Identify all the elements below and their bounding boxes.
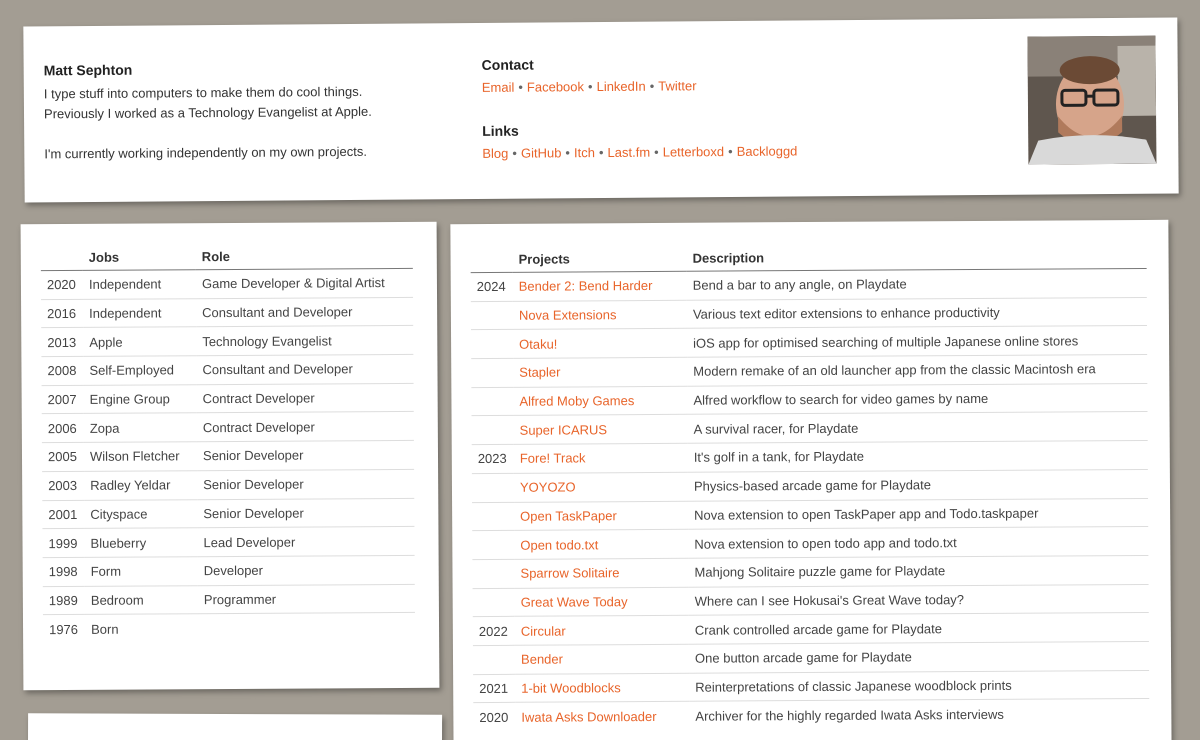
job-year: 2020 xyxy=(41,270,83,299)
job-role: Senior Developer xyxy=(197,498,414,528)
table-row xyxy=(43,613,415,644)
project-name-cell xyxy=(513,386,687,416)
job-company: Zopa xyxy=(84,413,197,442)
job-company: Radley Yeldar xyxy=(84,471,197,500)
project-link[interactable]: Alfred Moby Games xyxy=(519,393,635,409)
table-row xyxy=(472,498,1148,531)
table-row xyxy=(42,383,414,414)
project-link[interactable]: YOYOZO xyxy=(519,479,576,495)
table-row xyxy=(472,469,1148,502)
project-year xyxy=(472,473,514,502)
project-description: Where can I see Hokusai's Great Wave today? xyxy=(689,584,1149,615)
project-year xyxy=(473,645,515,674)
profile-name: Matt Sephton xyxy=(43,61,133,79)
backloggd-link[interactable]: Backloggd xyxy=(736,143,798,159)
job-year: 2006 xyxy=(42,414,84,443)
job-company: Apple xyxy=(83,327,196,356)
job-company: Form xyxy=(85,557,198,586)
job-role: Game Developer & Digital Artist xyxy=(196,268,413,298)
job-company: Engine Group xyxy=(84,384,197,413)
project-name-cell xyxy=(515,615,689,645)
links-heading: Links xyxy=(482,122,519,139)
project-description: Mahjong Solitaire puzzle game for Playdate xyxy=(688,555,1148,586)
table-row xyxy=(43,584,415,615)
table-row xyxy=(471,326,1147,359)
table-row xyxy=(41,268,413,299)
jobs-header-job: Jobs xyxy=(83,249,196,270)
project-year xyxy=(472,531,514,560)
jobs-table xyxy=(41,248,415,644)
job-role: Developer xyxy=(198,555,415,585)
job-company: Blueberry xyxy=(84,528,197,557)
projects-card xyxy=(450,220,1171,740)
job-company: Bedroom xyxy=(85,585,198,614)
project-name-cell xyxy=(514,529,688,559)
project-description: Archiver for the highly regarded Iwata Asks interviews xyxy=(695,706,1004,724)
project-description: Reinterpretations of classic Japanese woodblock prints xyxy=(689,670,1149,701)
job-role: Contract Developer xyxy=(197,383,414,413)
project-link[interactable]: Otaku! xyxy=(519,336,558,352)
table-row xyxy=(473,641,1149,674)
itch-link[interactable]: Itch xyxy=(573,145,595,161)
project-description: Nova extension to open TaskPaper app and Todo.taskpaper xyxy=(688,498,1148,529)
job-year: 2001 xyxy=(42,500,84,529)
project-year xyxy=(472,416,514,445)
linkedin-link[interactable]: LinkedIn xyxy=(596,78,646,95)
blog-link[interactable]: Blog xyxy=(482,145,509,161)
project-description: Crank controlled arcade game for Playdate xyxy=(689,613,1149,644)
project-link[interactable]: Fore! Track xyxy=(519,450,586,467)
project-link[interactable]: Super ICARUS xyxy=(519,422,608,438)
project-link[interactable]: Open todo.txt xyxy=(520,536,599,553)
contact-heading: Contact xyxy=(481,56,534,73)
project-description: Modern remake of an old launcher app from the classic Macintosh era xyxy=(687,355,1147,386)
project-link[interactable]: Great Wave Today xyxy=(520,594,628,610)
jobs-header-role: Role xyxy=(196,248,413,270)
project-name-cell xyxy=(514,415,688,445)
projects-table xyxy=(471,248,1150,732)
project-year xyxy=(473,588,515,617)
project-name-cell xyxy=(514,558,688,588)
projects-header-project: Projects xyxy=(513,251,687,273)
table-row xyxy=(42,527,414,558)
job-role: Consultant and Developer xyxy=(196,297,413,327)
project-description: Various text editor extensions to enhance productivity xyxy=(687,297,1147,328)
job-role: Senior Developer xyxy=(197,469,414,499)
jobs-header-year xyxy=(41,250,83,271)
job-year: 2013 xyxy=(41,328,83,357)
project-name-cell xyxy=(515,702,689,732)
table-row xyxy=(42,469,414,500)
profile-card xyxy=(23,17,1178,202)
avatar xyxy=(1027,36,1156,165)
project-name-cell xyxy=(515,673,689,703)
job-year: 1999 xyxy=(42,529,84,558)
job-year: 2003 xyxy=(42,471,84,500)
project-year xyxy=(471,330,513,359)
table-row xyxy=(43,555,415,586)
table-row xyxy=(473,584,1149,617)
bio-line: I'm currently working independently on my own projects. xyxy=(44,143,367,162)
letterboxd-link[interactable]: Letterboxd xyxy=(662,144,725,160)
project-description: Alfred workflow to search for video games by name xyxy=(687,383,1147,414)
table-row xyxy=(471,297,1147,330)
table-row xyxy=(473,670,1149,703)
table-row xyxy=(42,498,414,529)
project-link[interactable]: Bender xyxy=(520,651,563,668)
project-link[interactable]: 1-bit Woodblocks xyxy=(521,680,621,696)
table-row xyxy=(473,613,1149,646)
contact-links: Email • Facebook • LinkedIn • Twitter xyxy=(481,78,697,95)
project-name-cell xyxy=(513,271,687,301)
project-year: 2021 xyxy=(473,674,515,703)
facebook-link[interactable]: Facebook xyxy=(526,79,585,95)
project-link[interactable]: Circular xyxy=(520,623,566,639)
job-company: Independent xyxy=(83,270,196,299)
project-link[interactable]: Stapler xyxy=(519,364,561,381)
table-row xyxy=(42,441,414,472)
project-year: 2020 xyxy=(479,709,509,725)
table-row xyxy=(473,699,1149,732)
job-role: Programmer xyxy=(198,584,415,614)
project-year: 2024 xyxy=(471,272,513,301)
profile-bio xyxy=(44,81,445,164)
job-company: Born xyxy=(91,621,119,637)
table-row xyxy=(41,297,413,328)
project-year xyxy=(471,387,513,416)
table-row xyxy=(472,441,1148,474)
project-name-cell xyxy=(513,357,687,387)
table-row xyxy=(471,355,1147,388)
table-row xyxy=(41,326,413,357)
job-company: Cityspace xyxy=(84,499,197,528)
table-row xyxy=(472,555,1148,588)
projects-header-year xyxy=(471,252,513,273)
project-name-cell xyxy=(514,443,688,473)
project-name-cell xyxy=(514,501,688,531)
table-row xyxy=(472,412,1148,445)
job-year: 2016 xyxy=(41,299,83,328)
project-description: One button arcade game for Playdate xyxy=(689,641,1149,672)
links-list: Blog • GitHub • Itch • Last.fm • Letterboxd • Backloggd xyxy=(482,143,798,161)
project-description: Bend a bar to any angle, on Playdate xyxy=(687,268,1147,299)
project-year xyxy=(472,502,514,531)
job-company: Self-Employed xyxy=(83,356,196,385)
job-year: 2007 xyxy=(42,385,84,414)
jobs-card xyxy=(21,222,440,691)
avatar-photo-icon xyxy=(1027,36,1156,165)
projects-header-desc: Description xyxy=(687,248,1147,271)
email-link[interactable]: Email xyxy=(481,79,515,95)
project-description: A survival racer, for Playdate xyxy=(688,412,1148,443)
table-row xyxy=(472,527,1148,560)
project-name-cell xyxy=(514,472,688,502)
project-name-cell xyxy=(513,329,687,359)
table-row xyxy=(41,354,413,385)
job-year: 1976 xyxy=(49,621,79,637)
job-role: Senior Developer xyxy=(197,441,414,471)
job-role: Lead Developer xyxy=(197,527,414,557)
job-role: Consultant and Developer xyxy=(196,354,413,384)
project-year: 2022 xyxy=(473,617,515,646)
github-link[interactable]: GitHub xyxy=(520,145,562,161)
project-link[interactable]: Bender 2: Bend Harder xyxy=(518,278,653,295)
project-link[interactable]: Iwata Asks Downloader xyxy=(521,708,657,725)
job-company: Wilson Fletcher xyxy=(84,442,197,471)
job-role: Technology Evangelist xyxy=(196,326,413,356)
project-description: Physics-based arcade game for Playdate xyxy=(688,469,1148,500)
project-name-cell xyxy=(515,644,689,674)
table-row xyxy=(42,412,414,443)
project-year xyxy=(471,301,513,330)
job-year: 1989 xyxy=(43,586,85,615)
project-year: 2023 xyxy=(472,444,514,473)
job-role xyxy=(198,613,415,643)
twitter-link[interactable]: Twitter xyxy=(658,78,697,94)
project-description: It's golf in a tank, for Playdate xyxy=(688,441,1148,472)
table-row xyxy=(471,268,1147,301)
job-year: 2005 xyxy=(42,443,84,472)
job-role: Contract Developer xyxy=(197,412,414,442)
project-link[interactable]: Sparrow Solitaire xyxy=(520,565,620,581)
bio-line: I type stuff into computers to make them do cool things. xyxy=(43,83,363,102)
project-name-cell xyxy=(513,300,687,330)
jobs-header-row xyxy=(41,248,413,271)
bio-line: Previously I worked as a Technology Evangelist at Apple. xyxy=(43,103,372,122)
project-name-cell xyxy=(515,587,689,617)
project-year xyxy=(472,559,514,588)
job-year: 1998 xyxy=(43,557,85,586)
project-link[interactable]: Nova Extensions xyxy=(518,307,617,323)
lastfm-link[interactable]: Last.fm xyxy=(607,144,651,160)
project-description: iOS app for optimised searching of multiple Japanese online stores xyxy=(687,326,1147,357)
next-card xyxy=(28,713,442,740)
job-company: Independent xyxy=(83,298,196,327)
project-description: Nova extension to open todo app and todo.txt xyxy=(688,527,1148,558)
project-year xyxy=(471,358,513,387)
job-year: 2008 xyxy=(41,356,83,385)
table-row xyxy=(471,383,1147,416)
project-link[interactable]: Open TaskPaper xyxy=(520,508,617,524)
